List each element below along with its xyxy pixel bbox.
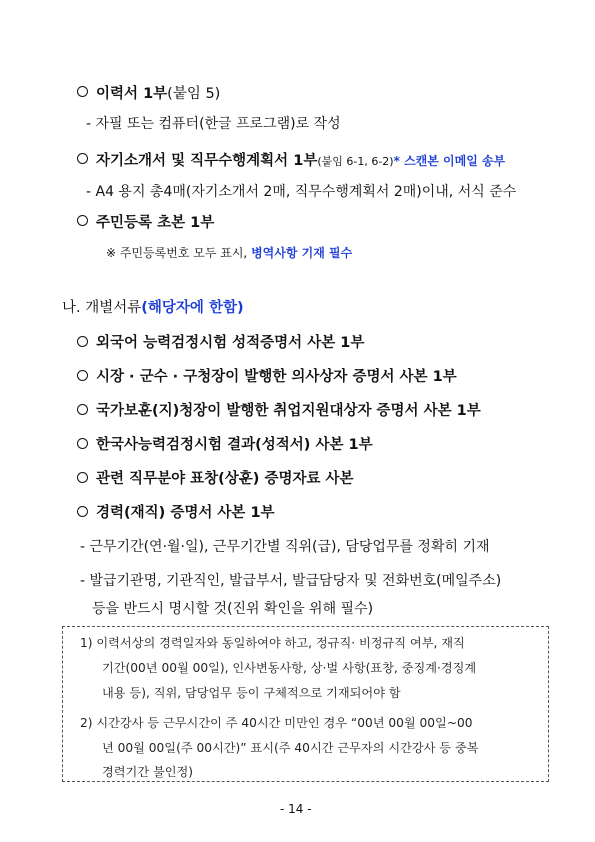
circle-bullet-icon (77, 336, 88, 347)
circle-bullet-icon (77, 506, 88, 517)
item-righteous-cert: 시장 · 군수 · 구청장이 발행한 의사상자 증명서 사본 1부 (96, 369, 457, 385)
item-resume: 이력서 1부(붙임 5) (96, 86, 221, 102)
circle-bullet-icon (77, 215, 88, 226)
note-line: 내용 등), 직위, 담당업무 등이 구체적으로 기재되어야 함 (102, 686, 401, 700)
item-career-cert: 경력(재직) 증명서 사본 1부 (96, 505, 275, 521)
note-line: 기간(00년 00월 00일), 인사변동사항, 상·벌 사항(표창, 중징계·경징계 (102, 661, 477, 675)
sub-issuer-info-cont: 등을 반드시 명시할 것(진위 확인을 위해 필수) (92, 601, 374, 617)
note-line: 경력기간 불인정) (102, 765, 194, 779)
note-reference: ※ 주민등록번호 모두 표시, 병역사항 기재 필수 (106, 246, 353, 260)
item-veteran-cert: 국가보훈(지)청장이 발행한 취업지원대상자 증명서 사본 1부 (96, 403, 481, 419)
sub-issuer-info: - 발급기관명, 기관직인, 발급부서, 발급담당자 및 전화번호(메일주소) (80, 573, 502, 589)
note-line: 1) 이력서상의 경력일자와 동일하여야 하고, 정규직· 비정규직 여부, 재직 (80, 636, 465, 650)
note-line: 2) 시간강사 등 근무시간이 주 40시간 미만인 경우 “00년 00월 00일~00 (80, 716, 473, 730)
sub-career-period: - 근무기간(연·월·일), 근무기간별 직위(급), 담당업무를 정확히 기재 (80, 539, 490, 555)
circle-bullet-icon (77, 404, 88, 415)
sub-self-intro-note: - A4 용지 총4매(자기소개서 2매, 직무수행계획서 2매)이내, 서식 준수 (86, 184, 517, 200)
item-award-proof: 관련 직무분야 표창(상훈) 증명자료 사본 (96, 471, 354, 487)
page-number: - 14 - (280, 802, 312, 816)
circle-bullet-icon (77, 438, 88, 449)
item-self-intro: 자기소개서 및 직무수행계획서 1부(붙임 6-1, 6-2)* 스캔본 이메일 송부 (96, 153, 506, 169)
item-korean-history-cert: 한국사능력검정시험 결과(성적서) 사본 1부 (96, 437, 373, 453)
circle-bullet-icon (77, 153, 88, 164)
circle-bullet-icon (77, 86, 88, 97)
section-title: 나. 개별서류(해당자에 한함) (62, 300, 244, 316)
circle-bullet-icon (77, 370, 88, 381)
item-language-cert: 외국어 능력검정시험 성적증명서 사본 1부 (96, 335, 365, 351)
circle-bullet-icon (77, 472, 88, 483)
note-line: 년 00월 00일(주 00시간)” 표시(주 40시간 근무자의 시간강사 등 중복 (102, 741, 479, 755)
sub-resume-note: - 자필 또는 컴퓨터(한글 프로그램)로 작성 (86, 116, 341, 132)
item-resident-registration: 주민등록 초본 1부 (96, 215, 215, 231)
